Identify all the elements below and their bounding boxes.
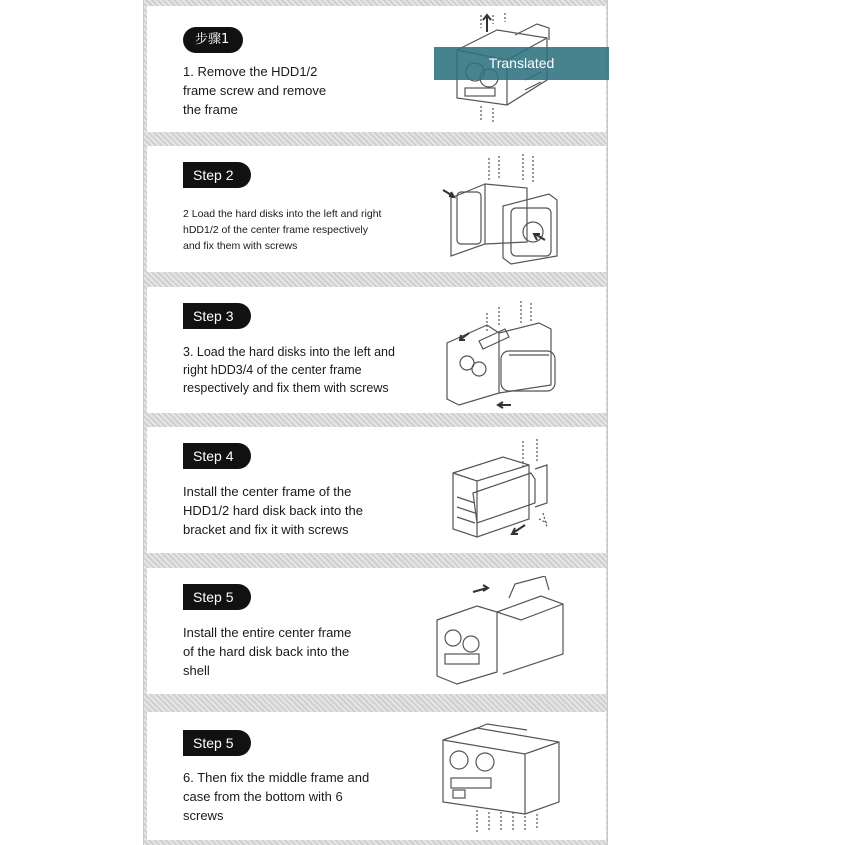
step-badge-1: 步骤1 bbox=[183, 27, 243, 53]
step-badge-6: Step 5 bbox=[183, 730, 251, 756]
disk-loading-hdd34-icon bbox=[439, 293, 569, 409]
step-badge-3: Step 3 bbox=[183, 303, 251, 329]
step-description-3: 3. Load the hard disks into the left and right hDD3/4 of the center frame respectively and fix them with screws bbox=[183, 345, 395, 395]
step-badge-4: Step 4 bbox=[183, 443, 251, 469]
step-card-4 bbox=[147, 427, 606, 553]
step-card-5 bbox=[147, 568, 606, 694]
instruction-column bbox=[143, 0, 608, 845]
bottom-screws-icon bbox=[437, 720, 567, 836]
step-description-6: 6. Then fix the middle frame and case from the bottom with 6 screws bbox=[183, 770, 370, 823]
step-card-2 bbox=[147, 146, 606, 272]
step-card-3 bbox=[147, 287, 606, 413]
step-description-4: Install the center frame of the HDD1/2 hard disk back into the bracket and fix it with screws bbox=[183, 484, 363, 537]
step-description-1: 1. Remove the HDD1/2 frame screw and remove the frame bbox=[183, 64, 327, 117]
bracket-install-icon bbox=[439, 433, 569, 549]
shell-insert-icon bbox=[431, 576, 571, 688]
step-description-5: Install the entire center frame of the hard disk back into the shell bbox=[183, 625, 352, 678]
step-card-6 bbox=[147, 712, 606, 840]
step-description-2: 2 Load the hard disks into the left and right hDD1/2 of the center frame respectively and fix them with screws bbox=[183, 208, 382, 252]
step-badge-5: Step 5 bbox=[183, 584, 251, 610]
step-badge-2: Step 2 bbox=[183, 162, 251, 188]
translated-overlay[interactable]: Translated bbox=[434, 47, 609, 80]
disk-loading-hdd12-icon bbox=[437, 152, 567, 268]
